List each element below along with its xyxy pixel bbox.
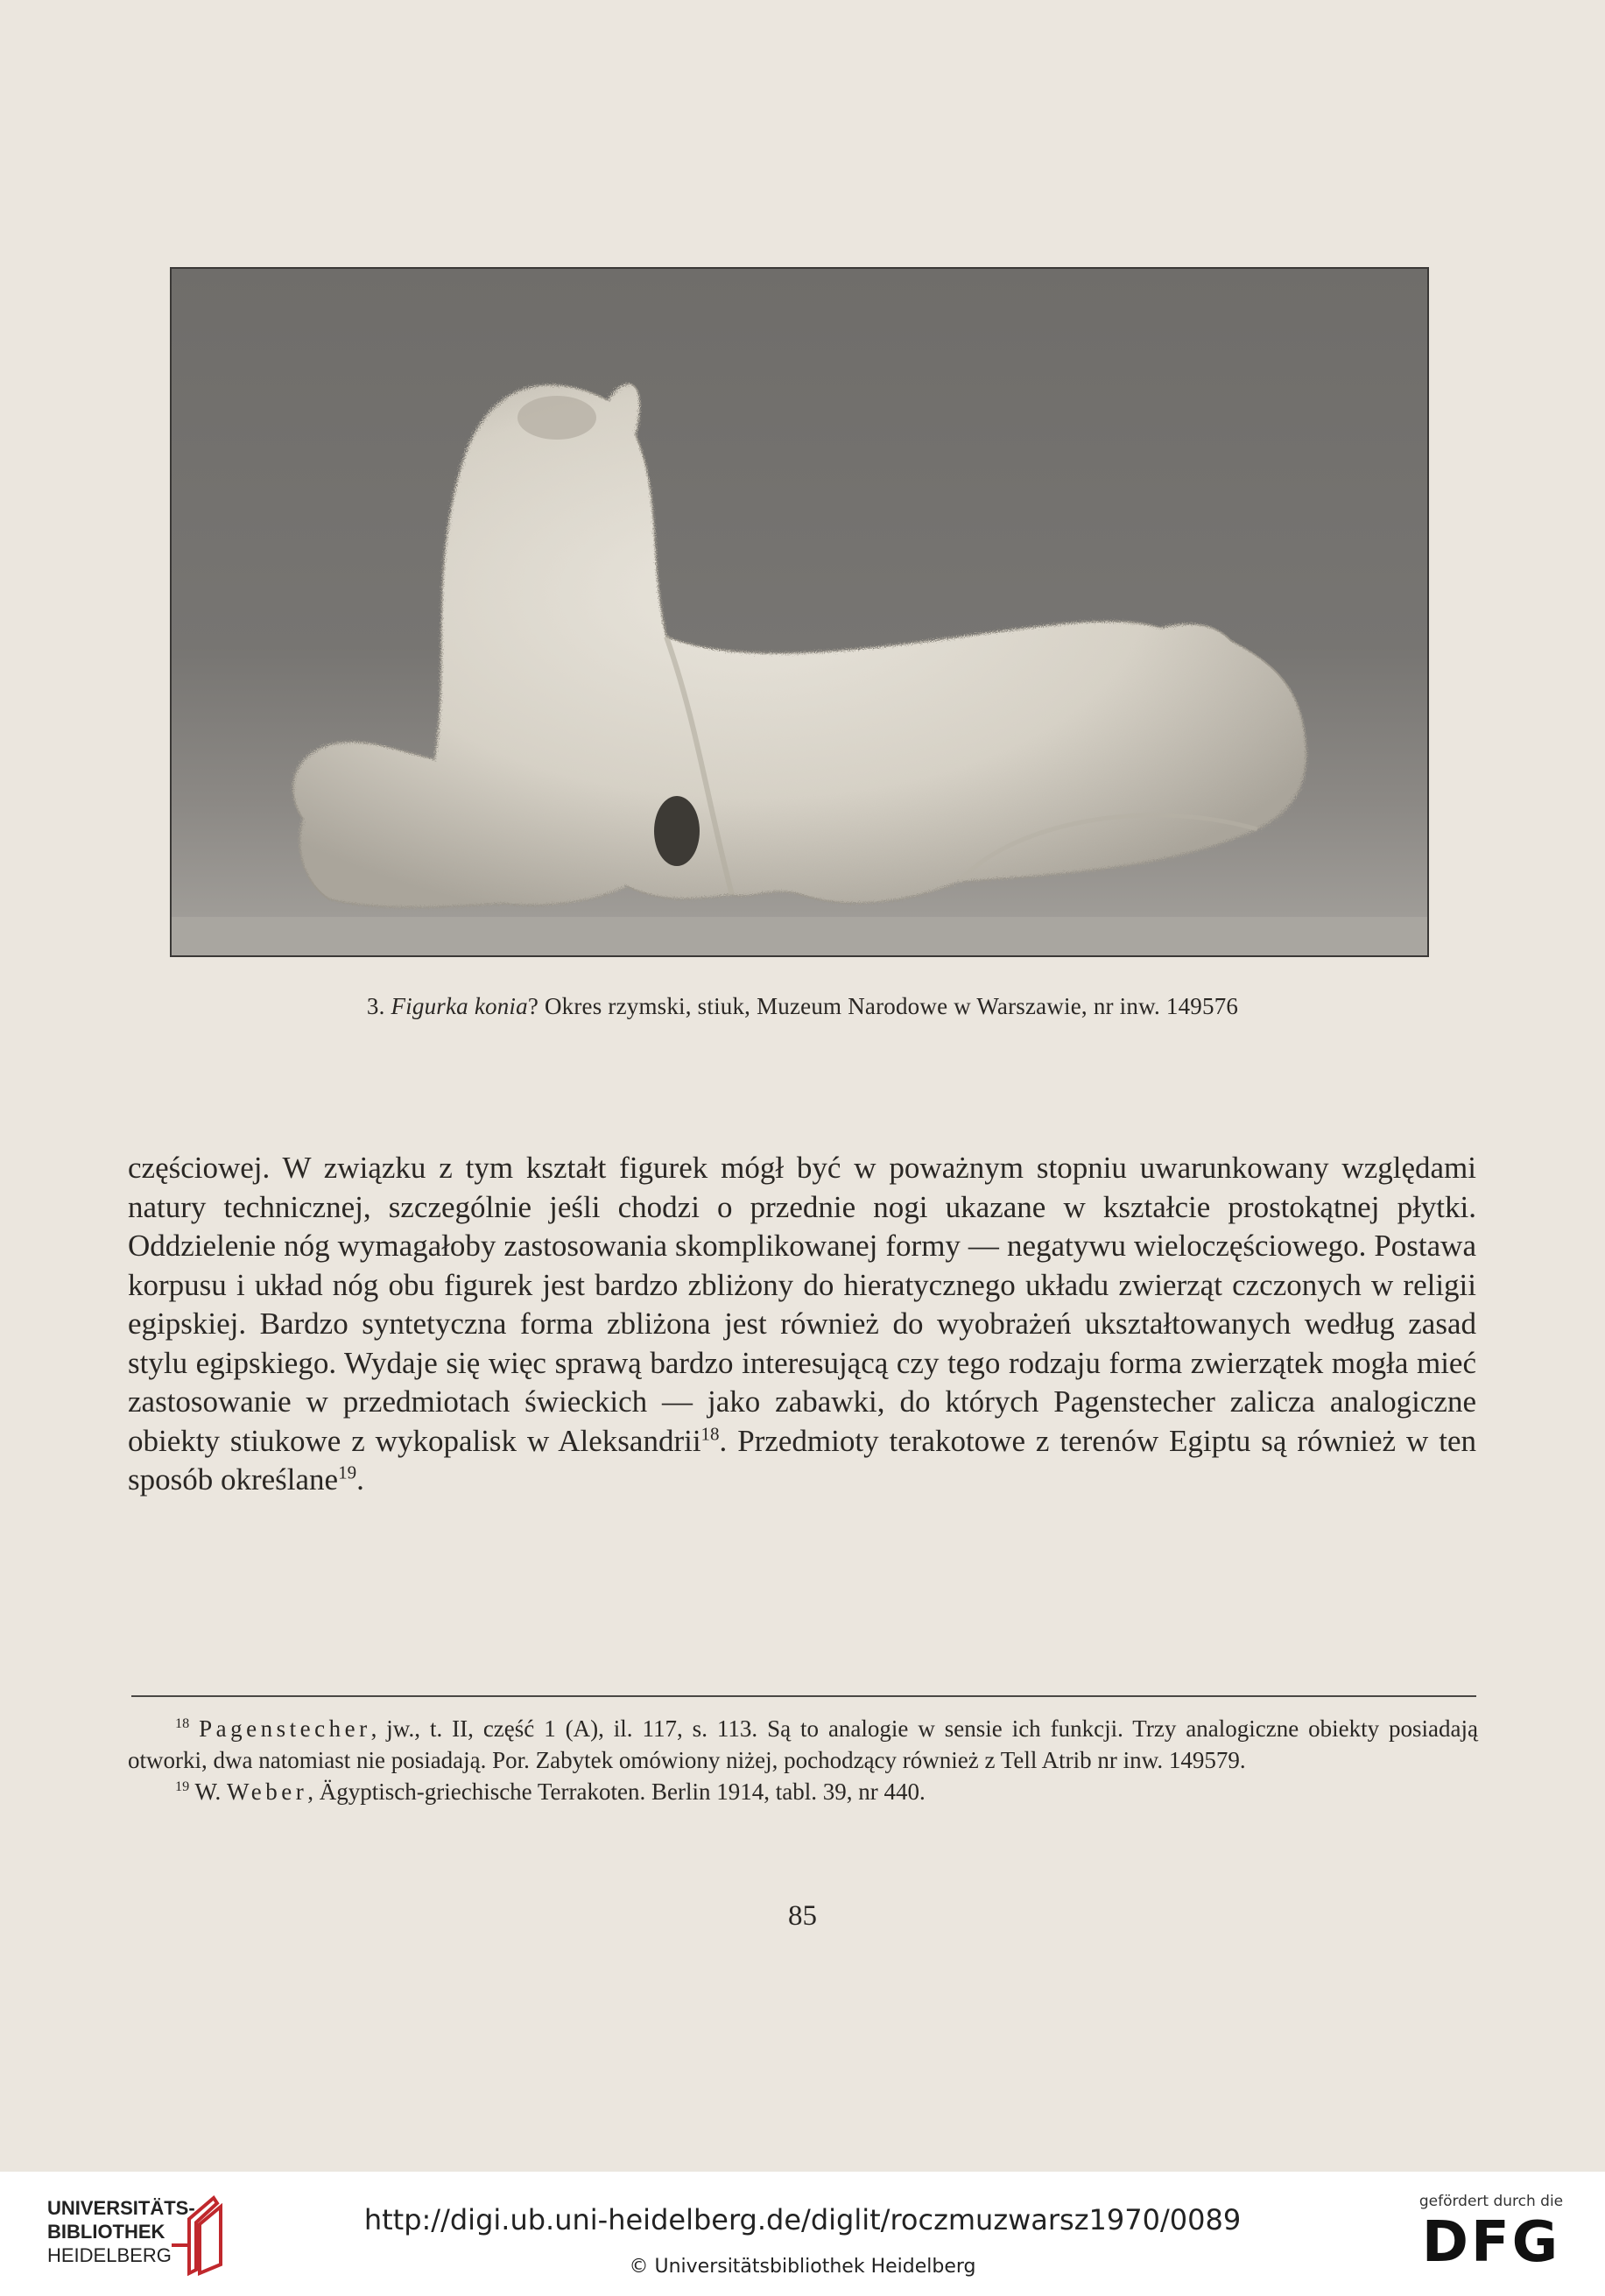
figure-caption xyxy=(0,993,1605,1020)
caption-title: Figurka konia xyxy=(391,993,528,1019)
body-text-b: . Przedmioty terakotowe z terenów Egiptu są również w ten sposób określane xyxy=(128,1423,1476,1497)
footnote-divider xyxy=(131,1695,1476,1697)
body-text-c: . xyxy=(356,1462,364,1497)
footnote-ref-18: 18 xyxy=(700,1422,720,1444)
library-banner xyxy=(0,2172,1605,2296)
copyright-notice: © Universitätsbibliothek Heidelberg xyxy=(629,2256,976,2278)
footnote-18 xyxy=(128,1713,1478,1776)
uni-line-3: HEIDELBERG xyxy=(47,2244,172,2266)
footnote-18-author: Pagenstecher xyxy=(199,1715,371,1742)
caption-description: ? Okres rzymski, stiuk, Muzeum Narodowe w Warszawie, nr inw. 149576 xyxy=(527,993,1239,1019)
uni-line-1: UNIVERSITÄTS- xyxy=(47,2197,195,2219)
permalink-url[interactable]: http://digi.ub.uni-heidelberg.de/diglit/roczmuzwarsz1970/0089 xyxy=(363,2203,1242,2236)
funded-by-label: gefördert durch die xyxy=(1418,2193,1564,2210)
horse-figurine-image xyxy=(172,269,1427,955)
footnote-18-text: , jw., t. II, część 1 (A), il. 117, s. 113. Są to analogie w sensie ich funkcji. Trzy analogiczne obiekty posiadają otworki, dwa natomiast nie posiadają. Por. Zabytek omówiony niżej, pochodzący również z Tell Atrib nr inw. 149579. xyxy=(128,1715,1479,1773)
footnote-19-author: Weber xyxy=(226,1778,308,1805)
footnote-18-number: 18 xyxy=(175,1715,190,1731)
footnote-19 xyxy=(128,1776,1478,1807)
footnotes xyxy=(128,1713,1478,1807)
footnote-ref-19: 19 xyxy=(338,1461,357,1483)
caption-number: 3. xyxy=(366,993,385,1019)
figure-photo-horse-figurine xyxy=(170,267,1429,957)
page-number: 85 xyxy=(788,1900,817,1932)
body-paragraph xyxy=(128,1149,1476,1500)
footnote-19-initial: W. xyxy=(194,1778,227,1805)
footnote-19-number: 19 xyxy=(175,1778,190,1794)
dfg-logo[interactable] xyxy=(1412,2193,1570,2275)
dfg-wordmark: DFG xyxy=(1421,2210,1561,2275)
footnote-19-text: , Ägyptisch-griechische Terrakoten. Berlin 1914, tabl. 39, nr 440. xyxy=(307,1778,926,1805)
body-text-a: częściowej. W związku z tym kształt figurek mógł być w poważnym stopniu uwarunkowany względami natury technicznej, szczególnie jeśli chodzi o przednie nogi ukazane w kształcie prostokątnej płytki. Oddzielenie nóg wymagałoby zastosowania skomplikowanej formy — negatywu wieloczęściowego. Postawa korpusu i układ nóg obu figurek jest bardzo zbliżony do hieratycznego układu zwierząt czczonych w religii egipskiej. Bardzo syntetyczna forma zbliżona jest również do wyobrażeń ukształtowanych według zasad stylu egipskiego. Wydaje się więc sprawą bardzo interesującą czy tego rodzaju forma zwierzątek mogła mieć zastosowanie w przedmiotach świeckich — jako zabawki, do których Pagenstecher zalicza analogiczne obiekty stiukowe z wykopalisk w Aleksandrii xyxy=(128,1151,1476,1458)
uni-line-2: BIBLIOTHEK xyxy=(47,2221,165,2243)
